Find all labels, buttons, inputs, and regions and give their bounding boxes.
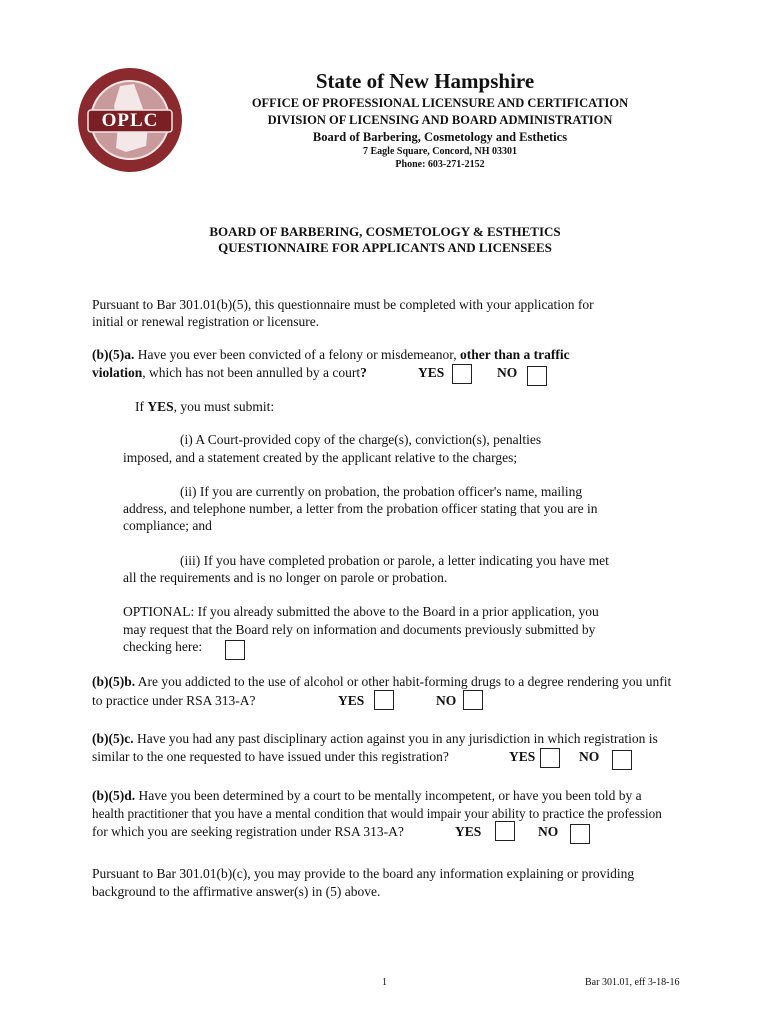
question-c-text1: Have you had any past disciplinary action against you in any jurisdiction in which registration is: [133, 731, 658, 746]
question-a-bold2: violation: [92, 365, 143, 380]
item-iii-line2: all the requirements and is no longer on parole or probation.: [123, 570, 448, 585]
if-yes-bold: YES: [147, 399, 174, 414]
closing-line2: background to the affirmative answer(s) in (5) above.: [92, 884, 381, 899]
question-b-yes-checkbox[interactable]: [374, 690, 394, 710]
rule-reference: Bar 301.01, eff 3-18-16: [585, 977, 680, 988]
question-a-bold1: other than a traffic: [459, 347, 570, 362]
question-d-yes-label: YES: [455, 824, 482, 839]
item-i-line2: imposed, and a statement created by the applicant relative to the charges;: [123, 450, 518, 465]
closing-line1: Pursuant to Bar 301.01(b)(c), you may provide to the board any information explaining or providing: [92, 866, 635, 881]
division-name: DIVISION OF LICENSING AND BOARD ADMINISTRATION: [267, 113, 613, 127]
optional-line2: may request that the Board rely on information and documents previously submitted by: [123, 622, 596, 637]
item-ii-line3: compliance; and: [123, 518, 212, 533]
question-a-no-label: NO: [497, 365, 518, 380]
question-c-label: (b)(5)c.: [92, 731, 134, 746]
question-d-text1: Have you been determined by a court to be mentally incompetent, or have you been told by a: [135, 788, 642, 803]
intro-line1: Pursuant to Bar 301.01(b)(5), this questionnaire must be completed with your application for: [92, 297, 594, 312]
item-ii-line2: address, and telephone number, a letter from the probation officer stating that you are in: [123, 501, 598, 516]
if-yes-suffix: , you must submit:: [173, 399, 275, 414]
question-a-text2: , which has not been annulled by a court: [142, 365, 361, 380]
address: 7 Eagle Square, Concord, NH 03301: [363, 146, 517, 157]
question-b-line2: to practice under RSA 313-A?: [92, 693, 256, 708]
question-d-label: (b)(5)d.: [92, 788, 136, 803]
question-d-no-label: NO: [538, 824, 559, 839]
optional-line3: checking here:: [123, 639, 203, 654]
seal-banner-text: OPLC: [101, 110, 159, 131]
question-d-no-checkbox[interactable]: [570, 824, 590, 844]
item-ii-line1: (ii) If you are currently on probation, the probation officer's name, mailing: [180, 484, 583, 499]
question-c-no-checkbox[interactable]: [612, 750, 632, 770]
question-c-yes-label: YES: [509, 749, 536, 764]
question-c-line1: [92, 730, 658, 747]
question-b-no-label: NO: [436, 693, 457, 708]
question-a-label: (b)(5)a.: [92, 347, 135, 362]
phone: Phone: 603-271-2152: [395, 159, 485, 170]
form-title-line2: QUESTIONNAIRE FOR APPLICANTS AND LICENSEES: [218, 240, 552, 255]
question-b-yes-label: YES: [338, 693, 365, 708]
if-yes-prefix: If: [135, 399, 148, 414]
optional-checkbox[interactable]: [225, 640, 245, 660]
question-a-line2: [92, 364, 367, 381]
question-a-no-checkbox[interactable]: [527, 366, 547, 386]
form-title-line1: BOARD OF BARBERING, COSMETOLOGY & ESTHETICS: [209, 224, 561, 239]
question-a-line1: [92, 346, 570, 363]
question-a-qmark: ?: [360, 365, 367, 380]
item-i-line1: (i) A Court-provided copy of the charge(s), conviction(s), penalties: [180, 432, 542, 447]
question-b-label: (b)(5)b.: [92, 674, 136, 689]
office-name: OFFICE OF PROFESSIONAL LICENSURE AND CERTIFICATION: [251, 96, 629, 110]
question-d-yes-checkbox[interactable]: [495, 821, 515, 841]
question-b-no-checkbox[interactable]: [463, 690, 483, 710]
board-name: Board of Barbering, Cosmetology and Esthetics: [312, 130, 568, 144]
question-d-line3: for which you are seeking registration under RSA 313-A?: [92, 824, 404, 839]
question-c-line2: similar to the one requested to have issued under this registration?: [92, 749, 449, 764]
question-b-line1: [92, 673, 671, 690]
question-d-line2: health practitioner that you have a mental condition that would impair your ability to practice the profession: [92, 806, 662, 821]
item-iii-line1: (iii) If you have completed probation or parole, a letter indicating you have met: [180, 553, 609, 568]
question-a-yes-checkbox[interactable]: [452, 364, 472, 384]
if-yes-heading: [135, 398, 274, 415]
question-d-line1: [92, 787, 642, 804]
page-number: 1: [382, 977, 387, 988]
state-title: State of New Hampshire: [315, 69, 535, 93]
question-c-yes-checkbox[interactable]: [540, 748, 560, 768]
oplc-seal: [76, 66, 184, 174]
question-a-yes-label: YES: [418, 365, 445, 380]
question-a-text1: Have you ever been convicted of a felony or misdemeanor,: [134, 347, 460, 362]
optional-line1: OPTIONAL: If you already submitted the above to the Board in a prior application, you: [123, 604, 599, 619]
question-b-text1: Are you addicted to the use of alcohol or other habit-forming drugs to a degree rendering you unfit: [135, 674, 672, 689]
intro-line2: initial or renewal registration or licensure.: [92, 314, 320, 329]
question-c-no-label: NO: [579, 749, 600, 764]
